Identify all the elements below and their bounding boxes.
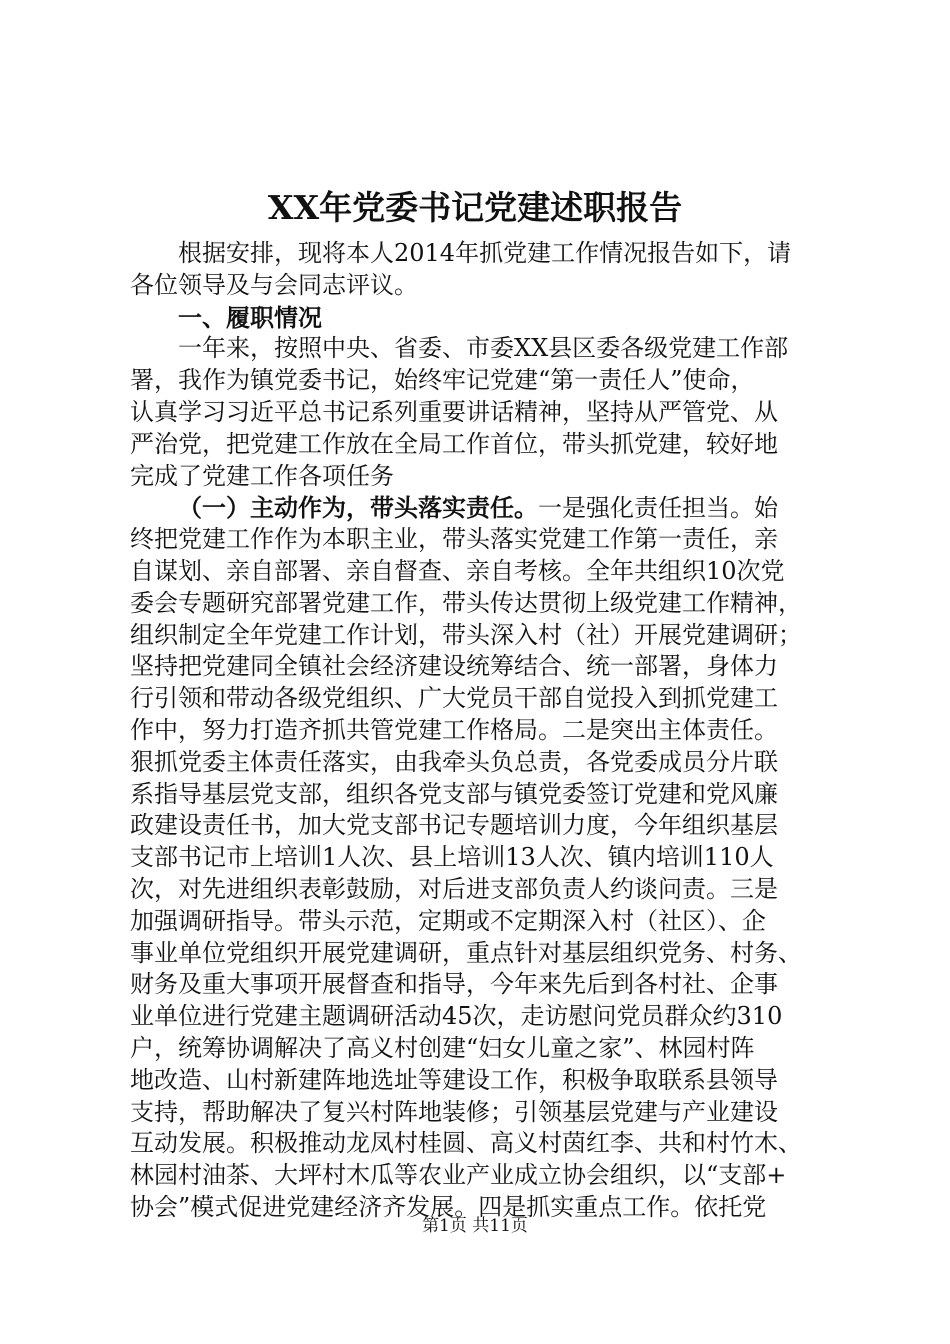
paragraph-line: 地改造、山村新建阵地选址等建设工作，积极争取联系县领导 bbox=[130, 1065, 778, 1094]
paragraph-line: 系指导基层党支部，组织各党支部与镇党委签订党建和党风廉 bbox=[130, 779, 778, 808]
paragraph-line: 狠抓党委主体责任落实，由我牵头负总责，各党委成员分片联 bbox=[130, 747, 778, 776]
paragraph-line: 事业单位党组织开展党建调研，重点针对基层组织党务、村务、 bbox=[130, 938, 802, 967]
paragraph-line: 委会专题研究部署党建工作，带头传达贯彻上级党建工作精神， bbox=[130, 588, 802, 617]
paragraph-line: 支部书记市上培训1人次、县上培训13人次、镇内培训110人 bbox=[130, 843, 774, 872]
paragraph-line: 完成了党建工作各项任务 bbox=[130, 461, 394, 490]
paragraph-line: 作中，努力打造齐抓共管党建工作格局。二是突出主体责任。 bbox=[130, 715, 778, 744]
paragraph-line: 行引领和带动各级党组织、广大党员干部自觉投入到抓党建工 bbox=[130, 684, 778, 713]
paragraph-line: 各位领导及与会同志评议。 bbox=[130, 270, 418, 299]
paragraph-line: 自谋划、亲自部署、亲自督查、亲自考核。全年共组织10次党 bbox=[130, 556, 785, 585]
paragraph-line: 互动发展。积极推动龙凤村桂圆、高义村茵红李、共和村竹木、 bbox=[130, 1129, 802, 1158]
paragraph-line: 协会”模式促进党建经济齐发展。四是抓实重点工作。依托党 bbox=[130, 1192, 767, 1221]
paragraph-line: 严治党，把党建工作放在全局工作首位，带头抓党建，较好地 bbox=[130, 429, 778, 458]
paragraph-line: 业单位进行党建主题调研活动45次，走访慰问党员群众约310 bbox=[130, 1002, 783, 1031]
document-body bbox=[130, 238, 830, 1224]
subsection-heading: （一）主动作为，带头落实责任。 bbox=[178, 493, 538, 523]
paragraph-line: 财务及重大事项开展督查和指导，今年来先后到各村社、企事 bbox=[130, 970, 778, 999]
paragraph-line: 次，对先进组织表彰鼓励，对后进支部负责人约谈问责。三是 bbox=[130, 874, 778, 903]
paragraph-line: 林园村油茶、大坪村木瓜等农业产业成立协会组织，以“支部+ bbox=[130, 1161, 787, 1190]
paragraph-line: 政建设责任书，加大党支部书记专题培训力度，今年组织基层 bbox=[130, 811, 778, 840]
paragraph-line: 户，统筹协调解决了高义村创建“妇女儿童之家”、林园村阵 bbox=[130, 1033, 755, 1062]
page-footer: 第1页 共11页 bbox=[422, 1216, 528, 1236]
paragraph-line: 加强调研指导。带头示范，定期或不定期深入村（社区）、企 bbox=[130, 906, 766, 935]
section-heading: 一、履职情况 bbox=[178, 302, 322, 332]
document-title: XX年党委书记党建述职报告 bbox=[267, 188, 683, 227]
paragraph-line: 支持，帮助解决了复兴村阵地装修；引领基层党建与产业建设 bbox=[130, 1097, 778, 1126]
paragraph-line: 组织制定全年党建工作计划，带头深入村（社）开展党建调研； bbox=[130, 620, 802, 649]
paragraph-line: 坚持把党建同全镇社会经济建设统筹结合、统一部署，身体力 bbox=[130, 652, 778, 681]
paragraph-line: 署，我作为镇党委书记，始终牢记党建“第一责任人”使命， bbox=[130, 366, 755, 395]
paragraph-line: 一年来，按照中央、省委、市委XX县区委各级党建工作部 bbox=[178, 334, 789, 363]
paragraph-line: 根据安排，现将本人2014年抓党建工作情况报告如下，请 bbox=[178, 239, 792, 267]
paragraph-line bbox=[130, 492, 830, 524]
paragraph-line: 认真学习习近平总书记系列重要讲话精神，坚持从严管党、从 bbox=[130, 397, 778, 426]
paragraph-line: 终把党建工作作为本职主业，带头落实党建工作第一责任，亲 bbox=[130, 525, 778, 554]
paragraph-text: 一是强化责任担当。始 bbox=[538, 494, 778, 523]
